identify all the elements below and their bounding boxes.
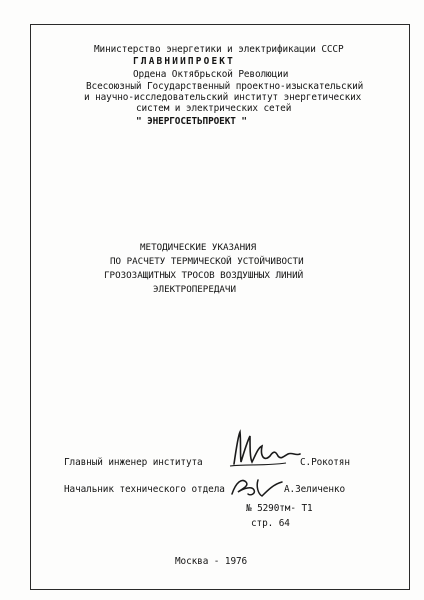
doc-number: № 5290тм- Т1 <box>246 503 313 514</box>
chief-engineer-name: С.Рокотян <box>300 457 350 468</box>
institute-line-3: систем и электрических сетей <box>136 103 292 114</box>
title-line-2: ПО РАСЧЕТУ ТЕРМИЧЕСКОЙ УСТОЙЧИВОСТИ <box>110 256 304 267</box>
tech-head-label: Начальник технического отдела <box>64 484 225 495</box>
title-line-4: ЭЛЕКТРОПЕРЕДАЧИ <box>153 284 236 295</box>
chief-engineer-signature <box>226 426 306 470</box>
title-line-1: МЕТОДИЧЕСКИЕ УКАЗАНИЯ <box>140 242 257 253</box>
ministry-line: Министерство энергетики и электрификации СССР <box>94 44 344 55</box>
page-count: стр. 64 <box>251 518 290 529</box>
title-line-3: ГРОЗОЗАЩИТНЫХ ТРОСОВ ВОЗДУШНЫХ ЛИНИЙ <box>104 270 304 281</box>
org-name: ГЛАВНИИПРОЕКТ <box>133 56 235 67</box>
institute-short-name: " ЭНЕРГОСЕТЬПРОЕКТ " <box>136 116 247 127</box>
tech-head-signature <box>228 474 286 500</box>
order-line: Ордена Октябрьской Революции <box>133 69 289 80</box>
chief-engineer-label: Главный инженер института <box>64 457 203 468</box>
institute-line-2: и научно-исследовательский институт энергетических <box>84 92 362 103</box>
place-and-year: Москва - 1976 <box>175 556 248 567</box>
tech-head-name: А.Зеличенко <box>284 484 345 495</box>
institute-line-1: Всесоюзный Государственный проектно-изыскательский <box>86 81 364 92</box>
